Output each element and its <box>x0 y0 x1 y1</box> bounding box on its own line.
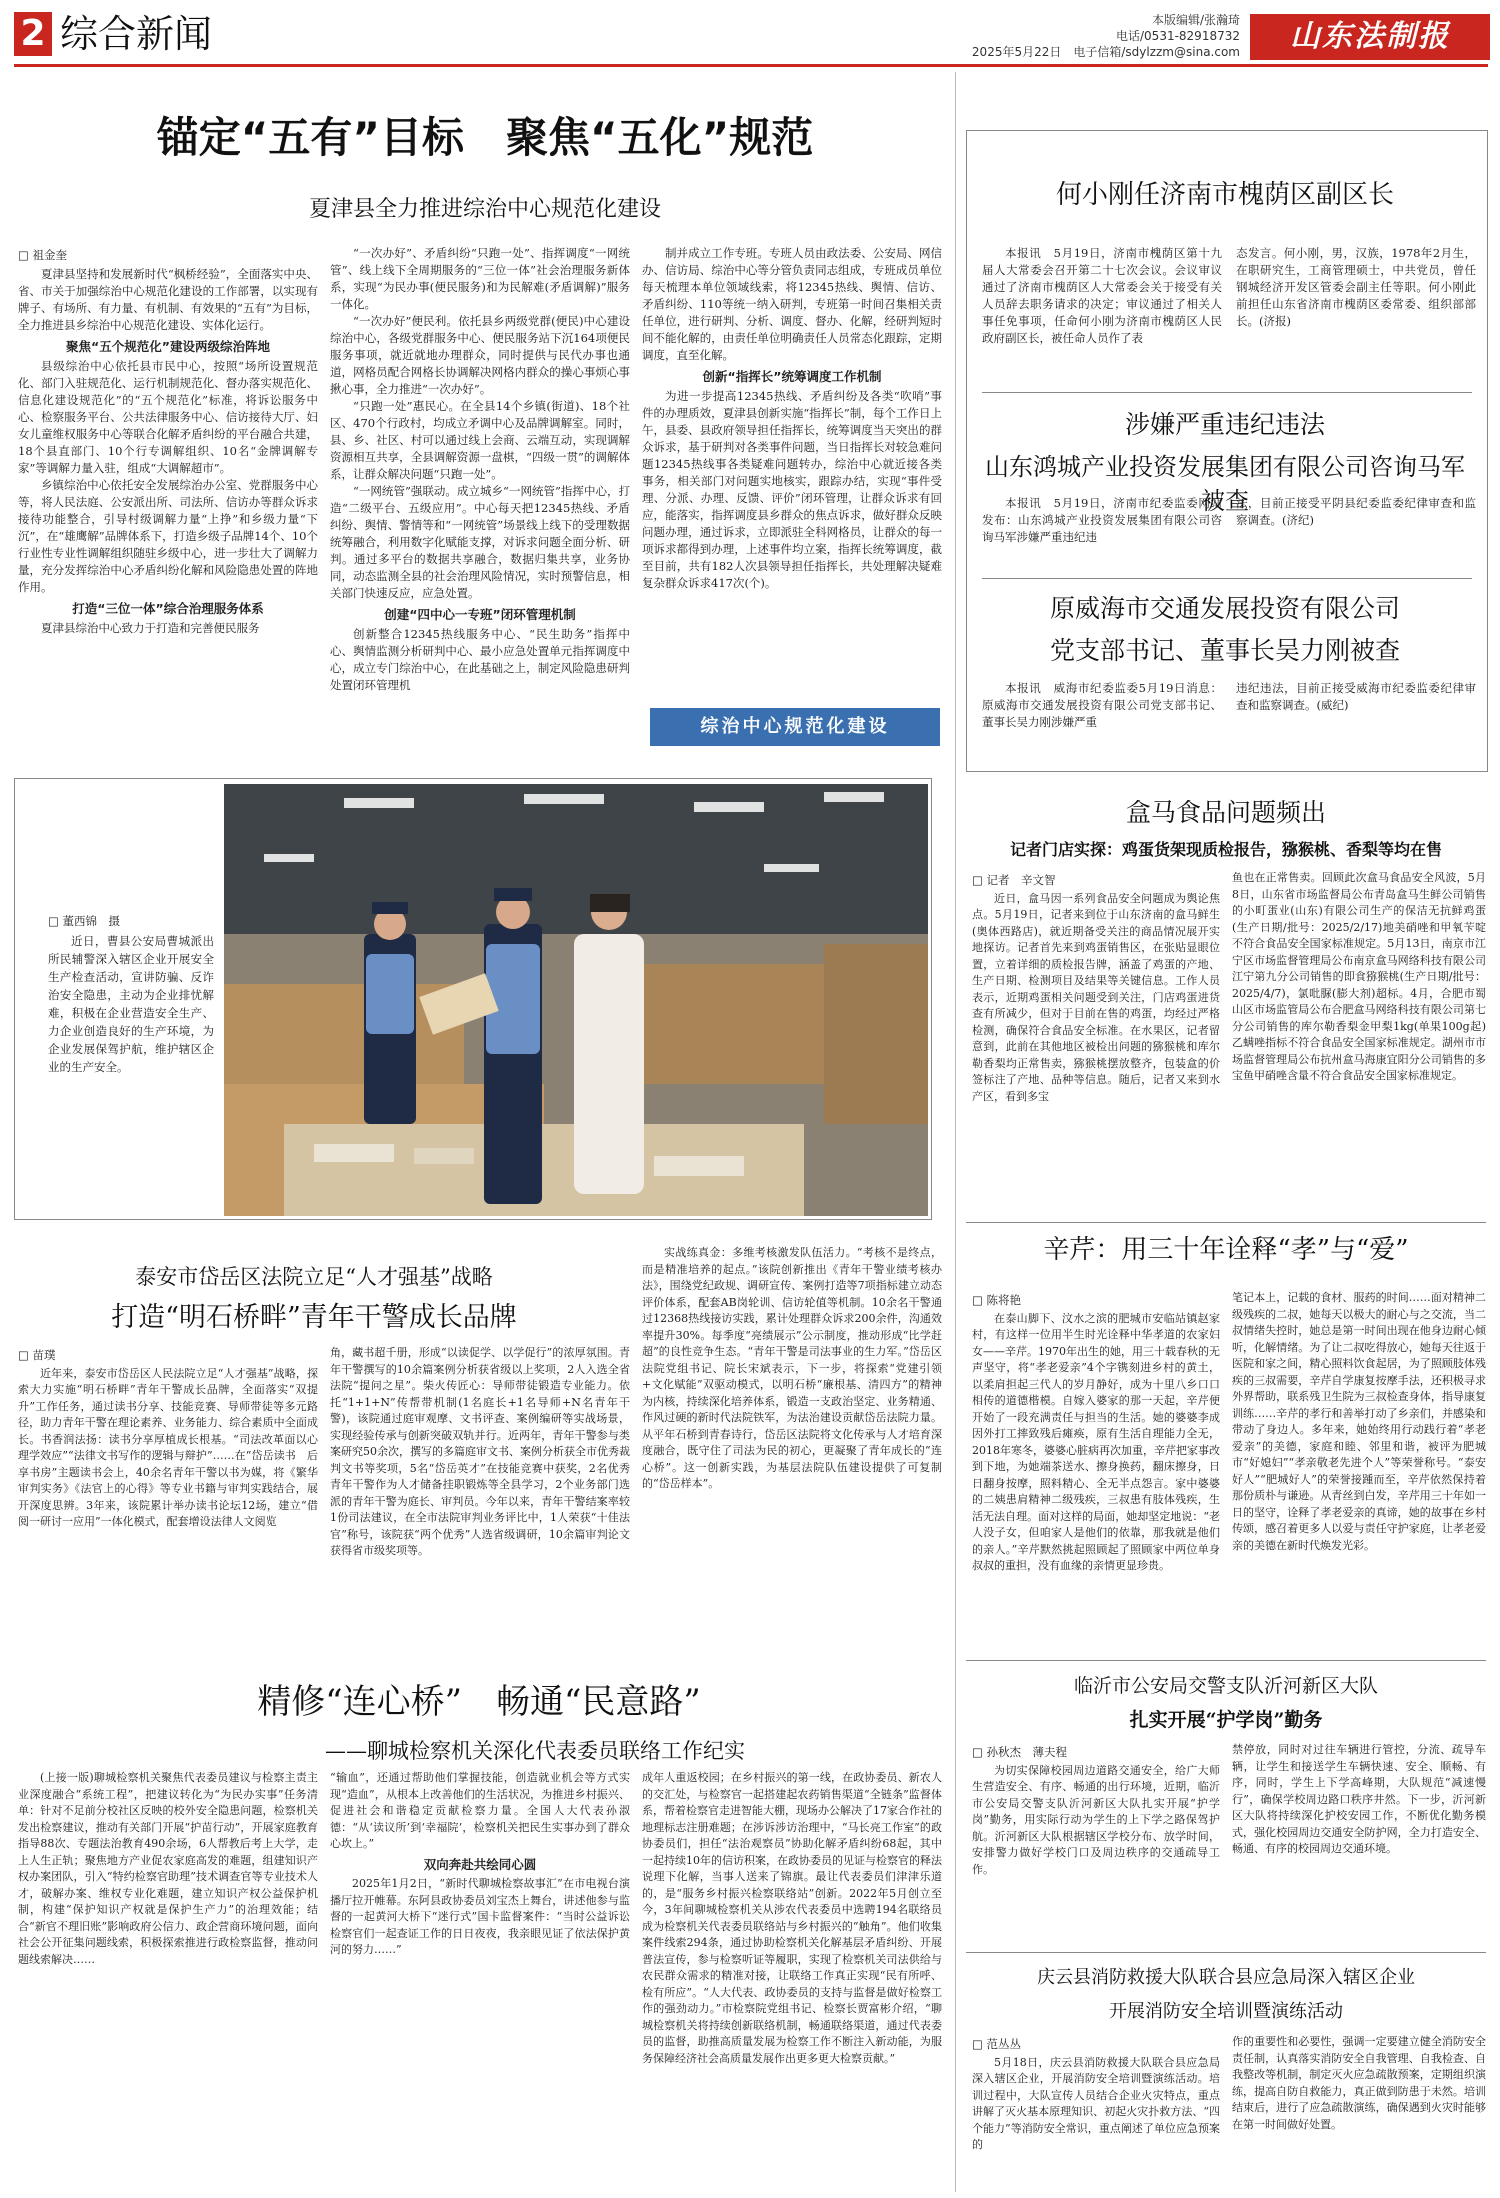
photo-byline: □ 董西锦 摄 <box>48 914 121 928</box>
section-title: 综合新闻 <box>60 12 213 56</box>
r4-col-2 <box>1232 870 1486 1210</box>
a2-col-1 <box>18 1345 318 1640</box>
r2-c1-text: 本报讯 5月19日，济南市纪委监委网站发布：山东鸿城产业投资发展集团有限公司咨询马军涉嫌严重违纪违 <box>982 496 1222 544</box>
a3-c3-text: 成年人重返校园；在乡村振兴的第一线，在政协委员、新农人的交汇处，与检察官一起搭建起农药销售渠道“全链条”监督体系，帮着检察官走进智能大棚，现场办公解决了17家合作社的地理标志注册难题；在涉诉涉访治理中，“马长亮工作室”的政协委员们，担任“法治观察员”协助化解矛盾纠纷68起，其中一起持续10年的信访积案，在政协委员的见证与检察官的释法说理下化解，当事人送来了锦旗。最让代表委员们津津乐道的，是“服务乡村振兴检察联络站”创新。2022年5月创立至今，3年间聊城检察机关从涉农代表委员中选聘194名联络员成为检察机关代表委员联络站与乡村振兴的“触角”。他们收集案件线索294条，通过协助检察机关化解基层矛盾纠纷、开展普法宣传，参与检察听证等履职，实现了检察机关司法供给与农民群众需求的精准对接，让联络工作真正实现“民有所呼、检有所应”。“人大代表、政协委员的支持与监督是做好检察工作的强劲动力。”市检察院党组书记、检察长贾富彬介绍，“聊城检察机关将持续创新联络机制，畅通联络渠道，通过代表委员的监督，助推高质量发展为检察工作不断注入新动能，为服务保障经济社会高质量发展作出更多更大检察贡献。” <box>642 1771 942 2065</box>
r6-byline: □ 孙秋杰 薄夫程 <box>972 1745 1068 1759</box>
a2-col-2 <box>330 1345 630 1640</box>
a3-c2b-text: 2025年1月2日，“新时代聊城检察故事汇”在市电视台演播厅拉开帷幕。东阿县政协委员刘宝杰上舞台，讲述他参与监督的一起黄河大桥下“迷行式”国卡监督案件：“当时公益诉讼检察官们一起查证工作的日日夜夜，我亲眼见证了依法保护黄河的努力……” <box>330 1877 630 1956</box>
r7-col-1 <box>972 2034 1220 2192</box>
a3-col-2 <box>330 1770 630 2190</box>
masthead-logo: 山东法制报 <box>1250 14 1490 60</box>
r4-byline: □ 记者 辛文智 <box>972 873 1056 887</box>
r3-title-2: 党支部书记、董事长吴力刚被查 <box>1049 636 1400 665</box>
r1-title: 何小刚任济南市槐荫区副区长 <box>1055 180 1394 210</box>
editor-name: 本版编辑/张瀚琦 <box>1151 13 1240 27</box>
editor-info <box>900 12 1240 60</box>
r7-c1-text: 5月18日，庆云县消防救援大队联合县应急局深入辖区企业，开展消防安全培训暨演练活动。培训过程中，大队宣传人员结合企业火灾特点，重点讲解了灭火基本原理知识、初起火灾扑救方法、“四个能力”等消防安全常识，重点阐述了单位应急预案的 <box>972 2055 1220 2151</box>
r1-c1-text: 本报讯 5月19日，济南市槐荫区第十九届人大常委会召开第二十七次会议。会议审议通过了济南市槐荫区人大常委会关于接受有关人员辞去职务请求的决定；审议通过了相关人事任免事项，任命何小刚为济南市槐荫区人民政府副区长，被任命人员作了表 <box>982 246 1222 345</box>
a1-c3b-text: 为进一步提高12345热线、矛盾纠纷及各类“吹哨”事件的办理质效，夏津县创新实施“指挥长”制，每个工作日上午，县委、县政府领导担任指挥长，统筹调度当天突出的群众诉求，基于研判对各类事件问题，当日指挥长对较急难问题12345热线事各类疑难问题转办，综治中心就近接各类事务，相关部门对问题实地核实，跟踪办结，实现“事件受理、分派、办理、反馈、评价”闭环管理，让群众诉求有回应，能落实，指挥调度县乡群众的焦点诉求，做好群众反映问题办理，通过诉求，立即派驻全科网格员，让群众的每一项诉求都得到办理，上述事件均立案，指挥长统筹调度，截至目前，共有182人次县领导担任指挥长，共处理解决疑难复杂群众诉求417次(个)。 <box>642 389 942 590</box>
news-photo <box>224 784 928 1216</box>
a2-c1-text: 近年来，泰安市岱岳区人民法院立足“人才强基”战略，探索大力实施“明石桥畔”青年干警成长品牌，全面落实“双提升”工作任务，通过读书分享、技能竞赛、导师带徒等多元路径，助力青年干警在理论素养、业务能力、综合素质中全面成长。书香润法扬：读书分享厚植成长根基。“司法改革面以心理学效应”“法律文书写作的逻辑与辩护”……在“岱岳读书 后享书房”主题读书会上，40余名青年干警以书为媒，将《繁华审判实务》《法官上的心得》等专业书籍与审判实践结合，展开深度思辨。3年来，该院累计举办读书论坛12场，建立“借阅一研讨一应用”一体化模式，配套增设法律人文阅览 <box>18 1366 318 1528</box>
photo-caption-text: 近日，曹县公安局曹城派出所民辅警深入辖区企业开展安全生产检查活动，宣讲防骗、反诈治安全隐患，主动为企业排忧解难，积极在企业营造安全生产、力企业创造良好的生产环境，为企业发展保驾护航，维护辖区企业的生产安全。 <box>48 934 214 1074</box>
photo-warehouse-scene <box>224 784 928 1216</box>
a1-subhead-1: 聚焦“五个规范化”建设两级综治阵地 <box>66 339 270 354</box>
r2-title-2: 山东鸿城产业投资发展集团有限公司咨询马军被查 <box>985 453 1465 515</box>
r4-col-1 <box>972 870 1220 1210</box>
r4-c2-text: 鱼也在正常售卖。回顾此次盒马食品安全风波，5月8日，山东省市场监督局公布青岛盒马生鲜公司销售的小町蛋业(山东)有限公司生产的保洁无抗鲜鸡蛋(生产日期/批号：2025/2/17)地美硝唑和甲氧苄啶不符合食品安全国家标准规定。5月13日，南京市江宁区市场监督管理局公布南京盒马网络科技有限公司江宁第九分公司销售的即食猕猴桃(生产日期/批号：2025/4/7)，氯吡脲(膨大剂)超标。4月，合肥市蜀山区市场监管局公布合肥盒马网络科技有限公司第七分公司销售的库尔勒香梨金甲梨1kg(单果100g起)乙螨唑指标不符合食品安全国家标准规定。湖州市市场监督管理局公布抗州盒马海康宜阳分公司销售的多宝鱼甲硝唑含量不符合食品安全国家标准规定。 <box>1232 871 1486 1082</box>
r6-title-1: 临沂市公安局交警支队沂河新区大队 <box>1073 1675 1378 1697</box>
r5-title: 辛芹：用三十年诠释“孝”与“爱” <box>1043 1235 1409 1265</box>
a3-col-3 <box>642 1770 942 2190</box>
a1-topic-tag: 综治中心规范化建设 <box>650 708 940 746</box>
r1-col-2 <box>1236 245 1476 375</box>
issue-date: 2025年5月22日 电子信箱/sdylzzm@sina.com <box>971 45 1240 59</box>
a1-subhead-2: 打造“三位一体”综合治理服务体系 <box>72 601 264 616</box>
a2-c3-text: 实战练真金：多维考核激发队伍活力。“考核不是终点，而是精准培养的起点。”该院创新推出《青年干警业绩考核办法》，围绕党纪政规、调研宣传、案例打造等7项指标建立动态评价体系，配套AB岗轮训、信访轮值等机制。10余名干警通过12368热线接访实践，累计处理群众诉求200余件，沟通效率提升30%。每季度“亮绩展示”公示制度，推动形成“比学赶超”的良性竞争生态。“青年干警是司法事业的生力军。”岱岳区法院党组书记、院长宋斌表示，下一步，将探索“党建引领+文化赋能”双驱动模式，以明石桥“廉根基、清四方”的精神为内核，持续深化培养体系，锻造一支政治坚定、业务精通、作风过硬的新时代法院铁军，为法治建设贡献岱岳法院力量。从平年石桥到青春诗行，岱岳区法院将文化传承与人才培育深度融合，既守住了司法为民的初心，更凝聚了青年成长的“连心桥”。这一创新实践，为基层法院队伍建设提供了可复制的“岱岳样本”。 <box>642 1246 942 1490</box>
photo-caption <box>48 910 214 1110</box>
a2-byline: □ 苗璞 <box>18 1348 56 1362</box>
a3-title: 精修“连心桥” 畅通“民意路” <box>257 1682 701 1722</box>
a1-title: 锚定“五有”目标 聚焦“五化”规范 <box>156 113 814 162</box>
r3-col-2 <box>1236 680 1476 750</box>
a1-c2d-text: “一网统管”强联动。成立城乡“一网统管”指挥中心，打造“二级平台、五级应用”。中心每天把12345热线、矛盾纠纷、舆情、警情等和“一网统管”场景线上线下的受理数据统筹融合，利用数字化赋能支撑，对诉求问题全面分析、研判。通过多平台的数据共享融合，数据归集共享，业务协同，动态监测全县的社会治理风险情况，实时预警信息，相关部门快速反应，应急处置。 <box>330 484 630 600</box>
r1-divider <box>982 392 1472 393</box>
r7-byline: □ 范丛丛 <box>972 2037 1022 2051</box>
r7-col-2 <box>1232 2034 1486 2192</box>
column-separator <box>955 72 956 2192</box>
r4-c1-text: 近日，盒马因一系列食品安全问题成为舆论焦点。5月19日，记者来到位于山东济南的盒马鲜生(奥体西路店)，就近期备受关注的商品情况展开实地探访。记者首先来到鸡蛋销售区，在张贴显眼位置，立着详细的质检报告牌，涵盖了鸡蛋的产地、生产日期、检测项目及结果等关键信息。工作人员表示，近期鸡蛋相关问题受到关注，门店鸡蛋进货查有所减少，但对于目前在售的鸡蛋，均经过严格检测，确保符合食品安全标准。在水果区，记者留意到，此前在其他地区被检出问题的猕猴桃和库尔勒香梨均正常售卖，猕猴桃摆放整齐，包装盒的价签标注了产地、品种等信息。随后，记者又来到水产区，看到多宝 <box>972 891 1220 1103</box>
a1-byline: □ 祖金奎 <box>18 248 68 262</box>
r3-col-1 <box>982 680 1222 750</box>
a1-col-3 <box>642 245 942 700</box>
a1-subtitle: 夏津县全力推进综治中心规范化建设 <box>308 197 661 222</box>
a1-c2-text: “一次办好”、矛盾纠纷“只跑一处”、指挥调度“一网统管”、线上线下全周期服务的“三位一体”社会治理服务新体系，实现“为民办事(便民服务)和为民解难(矛盾调解)”服务一体化。 <box>330 246 630 311</box>
r6-col-1 <box>972 1742 1220 1932</box>
r1-col-1 <box>982 245 1222 375</box>
r5-c2-text: 笔记本上，记载的食材、服药的时间……面对精神二级残疾的二叔，她每天以极大的耐心与之交流，当二叔情绪失控时，她总是第一时间出现在他身边耐心倾听，化解情绪。为了让二叔吃得放心，她每天往返于医院和家之间，精心照料饮食起居，为了照顾肢体残疾的三叔需要，辛芹自学康复按摩手法，还积极寻求外界帮助，联系残卫生院为三叔检查身体，指导康复训练……辛芹的孝行和善举打动了乡亲们，并感染和带动了身边人。多年来，她始终用行动践行着“孝老爱亲”的美德，家庭和睦、邻里和谐，被评为肥城市“好媳妇”“孝亲敬老先进个人”等荣誉称号。“泰安好人”“肥城好人”的荣誉接踵而至，辛芹依然保持着那份质朴与谦逊。从青丝到白发，辛芹用三十年如一日的坚守，诠释了孝老爱亲的真谛，她的故事在乡村传颂，感召着更多人以爱与责任守护家庭，让孝老爱亲的美德在新时代焕发光彩。 <box>1232 1291 1486 1552</box>
r6-title-2: 扎实开展“护学岗”勤务 <box>1129 1709 1323 1731</box>
a1-col-1 <box>18 245 318 755</box>
a1-c1b-text: 县级综治中心依托县市民中心，按照“场所设置规范化、部门入驻规范化、运行机制规范化、督办落实规范化、信息化建设规范化”的“五个规范化”标准，将诉讼服务中心、检察服务平台、公共法律服务中心、信访接待大厅、妇女儿童维权服务中心等联合化解矛盾纠纷的平台融合共建，18个县直部门、10个行专调解组织、10名“金牌调解专家”等调解力量入驻，组成“大调解超市”。 <box>18 359 318 475</box>
a3-subhead: 双向奔赴共绘同心圆 <box>423 1856 537 1872</box>
a1-c2e-text: 创新整合12345热线服务中心、“民生助务”指挥中心、舆情监测分析研判中心、最小应急处置单元指挥调度中心，成立专门综治中心，在此基础之上，制定风险隐患研判处置闭环管理机 <box>330 627 630 692</box>
r3-c2-text: 违纪违法，目前正接受威海市纪委监委纪律审查和监察调查。(威纪) <box>1236 681 1476 712</box>
a3-subtitle: ——聊城检察机关深化代表委员联络工作纪实 <box>325 1739 745 1763</box>
r2-divider <box>982 578 1472 579</box>
a2-c2-text: 角，藏书超千册，形成“以读促学、以学促行”的浓厚氛围。青年干警撰写的10余篇案例分析获省级以上奖项，2人入选全省法院“提问之星”。柴火传匠心：导师带徒锻造专业能力。依托“1+1+N”传帮带机制(1名庭长+1名导师+N名青年干警)，该院通过庭审观摩、文书评查、案例编研等实战场景，实现经验传承与创新突破双轨并行。近两年，青年干警参与类案研究50余次，撰写的多篇庭审文书、案例分析获全市优秀裁判文书等奖项，5名“岱岳英才”在技能竞赛中获奖，2名优秀青年干警作为人才储备挂职锻炼等全县学习，2个业务部门选派的青年干警为庭长、审判员。今年以来，青年干警结案率较1份司法建议，在全市法院审判业务评比中，1人荣获“十佳法官”称号，该院获“两个优秀”人选省级调研，10余篇审判论文获得省市级奖项等。 <box>330 1346 630 1557</box>
r7-c2-text: 作的重要性和必要性，强调一定要建立健全消防安全责任制，认真落实消防安全自我管理、自我检查、自我整改等机制，制定灭火应急疏散预案，定期组织演练，提高自防自救能力，真正做到防患于未然。培训结束后，进行了应急疏散演练，确保遇到火灾时能够在第一时间做好处置。 <box>1232 2035 1486 2131</box>
a2-title-1: 泰安市岱岳区法院立足“人才强基”战略 <box>135 1265 493 1289</box>
r3-title-1: 原威海市交通发展投资有限公司 <box>1049 594 1400 623</box>
a3-c1-text: (上接一版)聊城检察机关聚焦代表委员建议与检察主责主业深度融合“系统工程”，把建议转化为“为民办实事”任务清单：针对不足前分校社区反映的校外安全隐患问题，检察机关发出检察建议，推动有关部门开展“护苗行动”，开展家庭教育指导88次、专题法治教育490余场，6人帮教后考上大学，走上人生正轨；聚焦地方产业促农家庭高发的难题，组建知识产权办案团队，引入“特约检察官助理”技术调查官等专业技术人才，破解办案、维权专业化难题，建立知识产权公益保护机制，构建“保护知识产权就是保护生产力”的治理效能；结合“新官不理旧账”影响政府公信力、政企营商环境问题，面向社会公开征集问题线索，积极探索推进行政检察监督，推动问题线索解决…… <box>18 1771 318 1966</box>
r6-col-2 <box>1232 1742 1486 1932</box>
r4-title: 盒马食品问题频出 <box>1125 798 1326 827</box>
a3-col-1 <box>18 1770 318 2190</box>
r2-c2-text: 法，目前正接受平阴县纪委监委纪律审查和监察调查。(济纪) <box>1236 496 1476 527</box>
a3-c2-text: “输血”，还通过帮助他们掌握技能，创造就业机会等方式实现“造血”，从根本上改善他们的生活状况，为推进乡村振兴、促进社会和谐稳定贡献检察力量。全国人大代表孙淑德：“从‘读议所’到‘幸福院’，检察机关把民生实事办到了群众心坎上。” <box>330 1771 630 1850</box>
a1-c1-text: 夏津县坚持和发展新时代“枫桥经验”，全面落实中央、省、市关于加强综治中心规范化建设的工作部署，以实现有牌子、有场所、有力量、有机制、有效果的“五有”为目标，全力推进县乡综治中心规范化建设、实体化运行。 <box>18 267 318 332</box>
a1-col-2 <box>330 245 630 755</box>
editor-phone: 电话/0531-82918732 <box>1116 29 1240 43</box>
r5-byline: □ 陈将艳 <box>972 1293 1022 1307</box>
a1-subhead-3: 创建“四中心一专班”闭环管理机制 <box>384 607 576 622</box>
header-rule <box>14 64 1488 67</box>
page-number-badge: 2 <box>14 12 52 56</box>
a1-c3-text: 制并成立工作专班。专班人员由政法委、公安局、网信办、信访局、综治中心等分管负责同志组成，专班成员单位每天梳理本单位领域线索，将12345热线、舆情、信访、矛盾纠纷、110等统一纳入研判，专班第一时间召集相关责任单位，进行研判、分析、调度、督办、化解，经研判短时间不能化解的，由责任单位明确责任人员常态化跟踪，定期调度，直至化解。 <box>642 246 942 362</box>
a1-subhead-4: 创新“指挥长”统筹调度工作机制 <box>702 369 882 384</box>
r6-c1-text: 为切实保障校园周边道路交通安全，给广大师生营造安全、有序、畅通的出行环境，近期，临沂市公安局交警支队沂河新区大队扎实开展“护学岗”勤务，用实际行动为学生的上下学之路保驾护航。沂河新区大队根据辖区学校分布、放学时间，安排警力做好学校门口及周边秩序的交通疏导工作。 <box>972 1763 1220 1876</box>
r1-c2-text: 态发言。何小刚，男，汉族，1978年2月生，在职研究生，工商管理硕士，中共党员，曾任钢城经济开发区管委会副主任等职。何小刚此前担任山东省济南市槐荫区委常委、组织部部长。(济报) <box>1236 246 1476 328</box>
r7-title-2: 开展消防安全培训暨演练活动 <box>1109 2001 1343 2022</box>
r5-col-2 <box>1232 1290 1486 1650</box>
a2-col-3 <box>642 1245 942 1640</box>
r4-subtitle: 记者门店实探：鸡蛋货架现质检报告，猕猴桃、香梨等均在售 <box>1009 840 1442 859</box>
r7-title-1: 庆云县消防救援大队联合县应急局深入辖区企业 <box>1037 1967 1415 1988</box>
a2-title-2: 打造“明石桥畔”青年干警成长品牌 <box>111 1302 517 1333</box>
r2-col-1 <box>982 495 1222 555</box>
r2-col-2 <box>1236 495 1476 555</box>
a1-c2c-text: “只跑一处”惠民心。在全县14个乡镇(街道)、18个社区、470个行政村，均成立矛调中心及品牌调解室。同时，县、乡、社区、村可以通过线上会商、云端互动，实现调解资源相互共享，全县调解资源一盘棋，“四级一贯”的调解体系，让群众解决问题“只跑一处”。 <box>330 399 630 481</box>
a1-c2b-text: “一次办好”便民利。依托县乡两级党群(便民)中心建设综治中心，各级党群服务中心、便民服务站下沉164项便民服务事项，就近就地办理群众，同时提供与民代办事也通道，网格员配合网格长协调解决网格内群众的操心事烦心事揪心事，全力推进“一次办好”。 <box>330 314 630 396</box>
r5-c1-text: 在泰山脚下、汶水之滨的肥城市安临站镇赵家村，有这样一位用半生时光诠释中华孝道的农家妇女——辛芹。1970年出生的她，用三十载春秋的无声坚守，将“孝老爱亲”4个字镌刻进乡村的黄土，以柔肩担起三代人的岁月静好，成为十里八乡口口相传的道德楷模。自嫁入婆家的那一天起，辛芹便开始了一段充满责任与担当的生活。她的婆婆李成因外打工摔致残后瘫痪，原有生活自理能力全无，2018年寒冬，婆婆心脏病再次加重，辛芹把家事改到下地，为她端茶送水、擦身换药，翻床擦身，日日翻身按摩，照料精心、全无半点怨言。家中婆婆的二姨患肩精神二级残疾，三叔患有肢体残疾，生活无法自理。面对这样的局面，她却坚定地说：“老人没子女，但咱家人是他们的依靠，那我就是他们的亲人。”辛芹默然挑起照顾起了照顾家中两位单身叔叔的重担，没有血缘的亲情更显珍贵。 <box>972 1311 1220 1572</box>
a1-c1d-text: 夏津县综治中心致力于打造和完善便民服务 <box>41 621 260 635</box>
r5-col-1 <box>972 1290 1220 1650</box>
r5-top-rule <box>966 1222 1486 1223</box>
r2-title-1: 涉嫌严重违纪违法 <box>1124 410 1325 439</box>
r6-top-rule <box>966 1660 1486 1661</box>
r6-c2-text: 禁停放，同时对过往车辆进行管控，分流、疏导车辆，让学生和接送学生车辆快速、安全、顺畅、有序，同时，学生上下学高峰期，大队规范“减速慢行”，确保学校周边路口秩序井然。下一步，沂河新区大队将持续深化护校安园工作，不断优化勤务模式，强化校园周边交通安全防护网，全力打造安全、畅通、有序的校园周边交通环境。 <box>1232 1743 1486 1855</box>
r7-top-rule <box>966 1952 1486 1953</box>
r3-c1-text: 本报讯 威海市纪委监委5月19日消息：原威海市交通发展投资有限公司党支部书记、董事长吴力刚涉嫌严重 <box>982 681 1222 729</box>
a1-c1c-text: 乡镇综治中心依托安全发展综治办公室、党群服务中心等，将人民法庭、公安派出所、司法所、信访办等群众诉求接待功能整合，引导村级调解力量“上挣”和乡级力量“下沉”，在“雄鹰解”品牌体系下，打造乡级子品牌14个、10个行业性专业性调解组织随驻乡级中心，进一步壮大了调解力量，充分发挥综治中心矛盾纠纷化解和风险隐患处置的阵地作用。 <box>18 478 318 594</box>
